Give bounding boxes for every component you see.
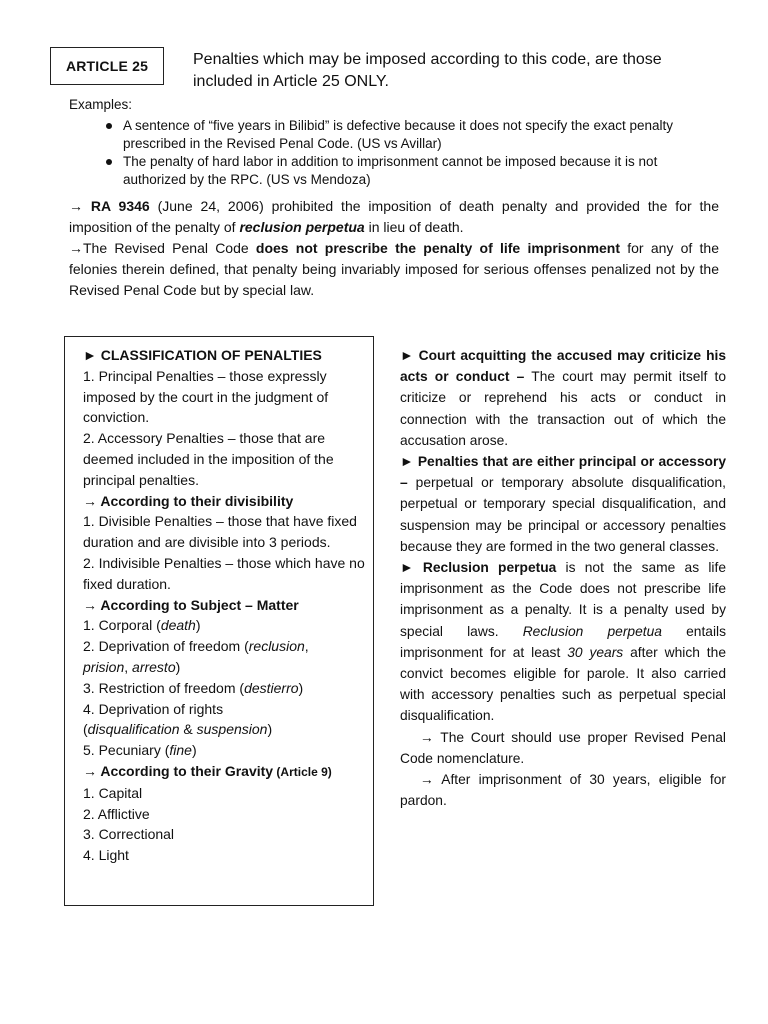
emphasized-term: Reclusion perpetua (522, 623, 662, 639)
divisible-penalties: 1. Divisible Penalties – those that have fixed duration and are divisible into 3 periods. (83, 513, 357, 551)
accessory-penalties: 2. Accessory Penalties – those that are deemed included in the imposition of the principal penalties. (83, 430, 334, 488)
item-term: suspension (196, 721, 268, 738)
paragraph-text: entails imprisonment for at least (400, 623, 726, 660)
item-text: & (179, 721, 197, 738)
examples-list (104, 117, 724, 189)
paragraph-heading: ► Court acquitting the accused may criticize his acts or conduct – (400, 348, 726, 385)
item-term: fine (169, 742, 192, 759)
emphasized-term: 30 years (567, 644, 624, 660)
item-text: 3. Restriction of freedom ( (83, 679, 245, 696)
paragraph-heading: ► Reclusion perpetua (400, 560, 557, 576)
paragraph-text: perpetual or temporary absolute disqualification, perpetual or temporary special disqualification, and suspension may be principal or accessory penalties because they are formed in the two general classes. (400, 475, 726, 554)
list-item (83, 699, 365, 741)
heading-text: ► CLASSIFICATION OF PENALTIES (83, 347, 322, 363)
item-term: disqualification (87, 721, 180, 738)
law-reference: RA 9346 (90, 198, 150, 214)
life-imprisonment-paragraph (69, 238, 719, 301)
item-text: 1. Corporal ( (83, 617, 161, 634)
item-text: ) (175, 658, 181, 675)
classification-box (64, 336, 374, 906)
list-item: 2. Afflictive (83, 805, 150, 822)
list-item: 3. Correctional (83, 826, 175, 843)
list-item (104, 117, 724, 153)
arrow-icon: → (69, 198, 91, 214)
item-term: reclusion (248, 638, 305, 655)
right-column (400, 345, 738, 811)
indivisible-penalties: 2. Indivisible Penalties – those which have no fixed duration. (83, 554, 365, 592)
ra-9346-paragraph (69, 196, 719, 238)
court-criticize-paragraph (400, 345, 726, 451)
list-item (83, 615, 365, 636)
nomenclature-note: → The Court should use proper Revised Penal Code nomenclature. (400, 729, 738, 766)
item-term: destierro (244, 679, 299, 696)
subject-heading (83, 595, 365, 616)
paragraph-text: after which the convict becomes eligible for parole. It also carried with accessory penalties such as perpetual special disqualification. (400, 644, 726, 724)
article-reference: (Article 9) (273, 764, 332, 779)
item-term: prision (83, 658, 125, 675)
principal-or-accessory-paragraph (400, 451, 726, 557)
list-item (83, 740, 365, 761)
emphasized-text: does not prescribe the penalty of life imprisonment (255, 240, 621, 256)
list-item: 4. Light (83, 847, 129, 864)
bullet-icon (106, 123, 112, 129)
list-item (83, 636, 365, 678)
list-item (104, 153, 724, 189)
gravity-heading (83, 761, 365, 783)
paragraph-text: in lieu of death. (364, 219, 464, 235)
list-item (83, 678, 365, 699)
classification-heading (83, 345, 365, 366)
heading-text: → According to Subject – Matter (83, 596, 299, 613)
article-label: ARTICLE 25 (65, 58, 149, 74)
heading-text: → According to their divisibility (83, 492, 294, 509)
item-text: 2. Deprivation of freedom ( (83, 638, 249, 655)
paragraph-heading: ► Penalties that are either principal or accessory – (400, 454, 726, 491)
example-text: The penalty of hard labor in addition to imprisonment cannot be imposed because it is not authorized by the RPC. (US vs Mendoza) (123, 154, 658, 187)
item-text: 4. Deprivation of rights (83, 700, 224, 717)
item-text: ) (267, 721, 273, 738)
item-term: death (160, 617, 196, 634)
item-text: ( (83, 721, 88, 738)
item-text: , (124, 658, 133, 675)
item-text: ) (191, 742, 197, 759)
arrow-icon: → (69, 240, 83, 256)
list-item: 1. Capital (83, 784, 143, 801)
article-label-box (50, 47, 164, 85)
emphasized-term: reclusion perpetua (239, 219, 365, 235)
paragraph-text: The court may permit itself to criticize or reprehend his acts or conduct in connection with the transaction out of which the accusation arose. (400, 369, 726, 448)
headline: Penalties which may be imposed according to this code, are those included in Article 25 ONLY. (193, 51, 662, 90)
item-term: arresto (132, 658, 176, 675)
item-text: ) (195, 617, 201, 634)
examples-label: Examples: (69, 97, 133, 112)
paragraph-text: The Revised Penal Code (83, 240, 256, 256)
item-text: , (304, 638, 309, 655)
paragraph-text: for any of the felonies therein defined, that penalty being invariably imposed for serious offenses penalized not by the Revised Penal Code but by special law. (69, 240, 719, 298)
example-text: A sentence of “five years in Bilibid” is defective because it does not specify the exact penalty prescribed in the Revised Penal Code. (US vs Avillar) (123, 118, 674, 151)
item-text: 5. Pecuniary ( (83, 742, 170, 759)
item-text: ) (298, 679, 304, 696)
divisibility-heading (83, 491, 365, 512)
heading-text: → According to their Gravity (83, 762, 274, 779)
reclusion-perpetua-paragraph (400, 557, 726, 727)
bullet-icon (106, 159, 112, 165)
pardon-note: → After imprisonment of 30 years, eligible for pardon. (400, 772, 726, 809)
paragraph-text: (June 24, 2006) prohibited the imposition of death penalty and provided the for the imposition of the penalty of (69, 198, 719, 235)
principal-penalties: 1. Principal Penalties – those expressly imposed by the court in the judgment of conviction. (83, 367, 329, 426)
paragraph-text: is not the same as life imprisonment as the Code does not prescribe life imprisonment as a penalty. It is a penalty used by special laws. (400, 560, 726, 639)
